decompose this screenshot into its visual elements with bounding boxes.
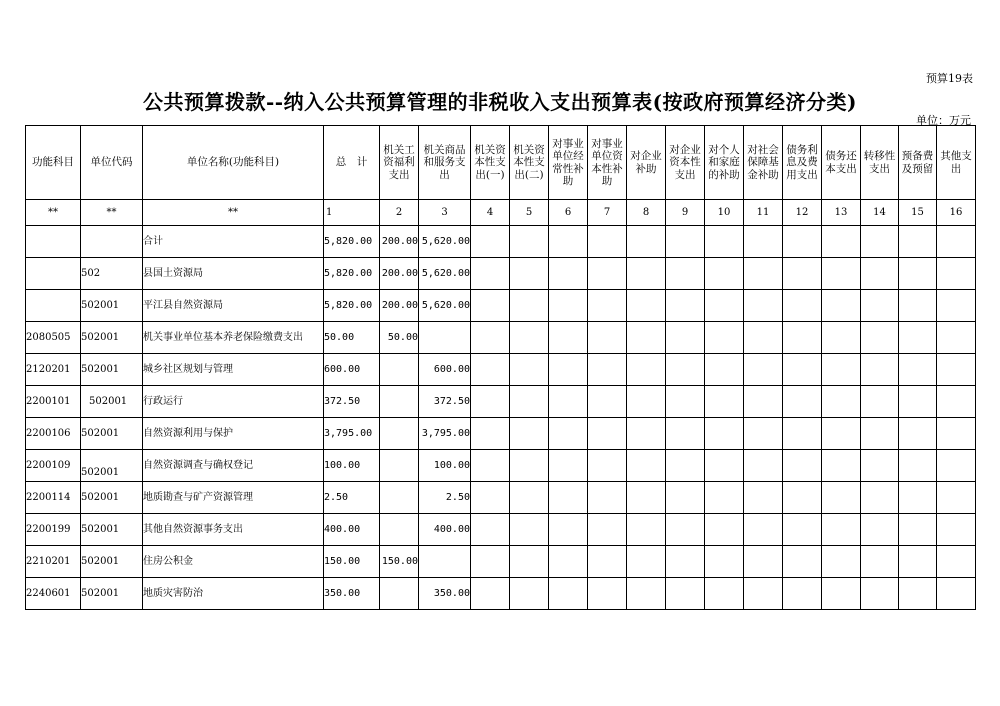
unit-code-text: 502001 bbox=[81, 587, 120, 599]
empty-cell bbox=[666, 322, 705, 354]
empty-cell bbox=[937, 546, 976, 578]
unit-name-cell: 机关事业单位基本养老保险缴费支出 bbox=[143, 322, 324, 354]
column-index: 9 bbox=[666, 200, 705, 226]
empty-cell bbox=[471, 386, 510, 418]
unit-name-cell: 平江县自然资源局 bbox=[143, 290, 324, 322]
empty-cell bbox=[744, 290, 783, 322]
empty-cell bbox=[899, 258, 937, 290]
salary-welfare-cell bbox=[380, 354, 419, 386]
empty-cell bbox=[783, 290, 822, 322]
goods-services-cell bbox=[419, 546, 471, 578]
empty-cell bbox=[666, 386, 705, 418]
empty-cell bbox=[744, 418, 783, 450]
empty-cell bbox=[783, 514, 822, 546]
empty-cell bbox=[510, 482, 549, 514]
goods-services-cell: 372.50 bbox=[419, 386, 471, 418]
empty-cell bbox=[549, 322, 588, 354]
goods-services-cell: 5,620.00 bbox=[419, 290, 471, 322]
column-header: 机关资本性支出(一) bbox=[471, 126, 510, 200]
unit-code-cell bbox=[81, 354, 143, 386]
empty-cell bbox=[899, 514, 937, 546]
column-index: 14 bbox=[861, 200, 899, 226]
total-cell: 2.50 bbox=[324, 482, 380, 514]
empty-cell bbox=[510, 386, 549, 418]
goods-services-cell: 600.00 bbox=[419, 354, 471, 386]
unit-code-text: 502001 bbox=[81, 363, 120, 375]
empty-cell bbox=[471, 546, 510, 578]
function-code-cell bbox=[26, 226, 81, 258]
unit-code-cell bbox=[81, 258, 143, 290]
empty-cell bbox=[588, 482, 627, 514]
empty-cell bbox=[471, 514, 510, 546]
empty-cell bbox=[705, 514, 744, 546]
unit-name-cell: 地质勘查与矿产资源管理 bbox=[143, 482, 324, 514]
empty-cell bbox=[744, 450, 783, 482]
salary-welfare-cell: 200.00 bbox=[380, 290, 419, 322]
empty-cell bbox=[937, 386, 976, 418]
salary-welfare-cell: 50.00 bbox=[380, 322, 419, 354]
empty-cell bbox=[666, 578, 705, 610]
empty-cell bbox=[666, 418, 705, 450]
table-row bbox=[26, 322, 976, 354]
unit-code-cell bbox=[81, 578, 143, 610]
column-index: ** bbox=[81, 200, 143, 226]
unit-code-text: 502 bbox=[81, 267, 101, 279]
column-header: 对个人和家庭的补助 bbox=[705, 126, 744, 200]
unit-code-cell bbox=[81, 546, 143, 578]
table-row bbox=[26, 226, 976, 258]
empty-cell bbox=[861, 418, 899, 450]
goods-services-cell: 350.00 bbox=[419, 578, 471, 610]
empty-cell bbox=[899, 450, 937, 482]
unit-code-text: 502001 bbox=[81, 427, 120, 439]
empty-cell bbox=[666, 546, 705, 578]
function-code-cell: 2200114 bbox=[26, 482, 81, 514]
empty-cell bbox=[783, 354, 822, 386]
empty-cell bbox=[471, 418, 510, 450]
empty-cell bbox=[588, 450, 627, 482]
empty-cell bbox=[937, 290, 976, 322]
unit-name-cell: 住房公积金 bbox=[143, 546, 324, 578]
empty-cell bbox=[937, 578, 976, 610]
empty-cell bbox=[471, 482, 510, 514]
empty-cell bbox=[666, 226, 705, 258]
goods-services-cell: 2.50 bbox=[419, 482, 471, 514]
unit-label: 单位：万元 bbox=[916, 114, 971, 127]
empty-cell bbox=[783, 226, 822, 258]
column-header: 机关工资福利支出 bbox=[380, 126, 419, 200]
function-code-cell: 2240601 bbox=[26, 578, 81, 610]
empty-cell bbox=[822, 226, 861, 258]
column-header: 债务还本支出 bbox=[822, 126, 861, 200]
empty-cell bbox=[783, 258, 822, 290]
column-index: 4 bbox=[471, 200, 510, 226]
empty-cell bbox=[627, 546, 666, 578]
function-code-cell: 2200101 bbox=[26, 386, 81, 418]
empty-cell bbox=[549, 226, 588, 258]
column-header: 对企业资本性支出 bbox=[666, 126, 705, 200]
column-header: 对事业单位资本性补助 bbox=[588, 126, 627, 200]
empty-cell bbox=[783, 578, 822, 610]
empty-cell bbox=[549, 290, 588, 322]
empty-cell bbox=[510, 450, 549, 482]
unit-code-cell bbox=[81, 482, 143, 514]
empty-cell bbox=[666, 290, 705, 322]
total-cell: 372.50 bbox=[324, 386, 380, 418]
table-row bbox=[26, 290, 976, 322]
empty-cell bbox=[822, 514, 861, 546]
empty-cell bbox=[822, 546, 861, 578]
column-index: 10 bbox=[705, 200, 744, 226]
column-index: 7 bbox=[588, 200, 627, 226]
unit-code-text: 502001 bbox=[81, 491, 120, 503]
empty-cell bbox=[471, 226, 510, 258]
empty-cell bbox=[666, 514, 705, 546]
column-index: 3 bbox=[419, 200, 471, 226]
empty-cell bbox=[666, 354, 705, 386]
unit-code-cell bbox=[81, 514, 143, 546]
column-header: 其他支出 bbox=[937, 126, 976, 200]
empty-cell bbox=[937, 514, 976, 546]
unit-name-cell: 行政运行 bbox=[143, 386, 324, 418]
table-row bbox=[26, 386, 976, 418]
goods-services-cell: 3,795.00 bbox=[419, 418, 471, 450]
empty-cell bbox=[822, 418, 861, 450]
empty-cell bbox=[899, 546, 937, 578]
unit-name-cell: 自然资源利用与保护 bbox=[143, 418, 324, 450]
salary-welfare-cell bbox=[380, 450, 419, 482]
salary-welfare-cell bbox=[380, 386, 419, 418]
empty-cell bbox=[471, 322, 510, 354]
column-header: 对企业补助 bbox=[627, 126, 666, 200]
empty-cell bbox=[588, 290, 627, 322]
empty-cell bbox=[861, 258, 899, 290]
empty-cell bbox=[627, 386, 666, 418]
empty-cell bbox=[861, 450, 899, 482]
empty-cell bbox=[783, 386, 822, 418]
empty-cell bbox=[744, 546, 783, 578]
table-row bbox=[26, 546, 976, 578]
empty-cell bbox=[588, 418, 627, 450]
goods-services-cell: 5,620.00 bbox=[419, 226, 471, 258]
empty-cell bbox=[510, 226, 549, 258]
empty-cell bbox=[744, 354, 783, 386]
empty-cell bbox=[627, 578, 666, 610]
empty-cell bbox=[861, 578, 899, 610]
column-index: 11 bbox=[744, 200, 783, 226]
header-row bbox=[26, 126, 976, 200]
empty-cell bbox=[705, 354, 744, 386]
empty-cell bbox=[471, 258, 510, 290]
function-code-cell: 2200106 bbox=[26, 418, 81, 450]
salary-welfare-cell: 150.00 bbox=[380, 546, 419, 578]
empty-cell bbox=[705, 258, 744, 290]
empty-cell bbox=[744, 322, 783, 354]
empty-cell bbox=[744, 226, 783, 258]
function-code-cell: 2120201 bbox=[26, 354, 81, 386]
table-row bbox=[26, 258, 976, 290]
empty-cell bbox=[783, 482, 822, 514]
table-row bbox=[26, 514, 976, 546]
goods-services-cell: 400.00 bbox=[419, 514, 471, 546]
total-cell: 5,820.00 bbox=[324, 226, 380, 258]
unit-code-text: 502001 bbox=[81, 523, 120, 535]
empty-cell bbox=[471, 354, 510, 386]
empty-cell bbox=[744, 578, 783, 610]
empty-cell bbox=[666, 258, 705, 290]
function-code-cell: 2200109 bbox=[26, 450, 81, 482]
column-index: 1 bbox=[324, 200, 380, 226]
empty-cell bbox=[861, 322, 899, 354]
unit-code-cell bbox=[81, 322, 143, 354]
empty-cell bbox=[549, 386, 588, 418]
function-code-cell bbox=[26, 258, 81, 290]
column-header: 机关商品和服务支出 bbox=[419, 126, 471, 200]
empty-cell bbox=[510, 322, 549, 354]
salary-welfare-cell bbox=[380, 482, 419, 514]
empty-cell bbox=[822, 482, 861, 514]
empty-cell bbox=[705, 418, 744, 450]
empty-cell bbox=[744, 386, 783, 418]
empty-cell bbox=[510, 418, 549, 450]
empty-cell bbox=[937, 482, 976, 514]
empty-cell bbox=[861, 226, 899, 258]
unit-code-text: 502001 bbox=[81, 331, 120, 343]
empty-cell bbox=[783, 450, 822, 482]
empty-cell bbox=[588, 546, 627, 578]
empty-cell bbox=[471, 450, 510, 482]
empty-cell bbox=[666, 482, 705, 514]
unit-code-text: 502001 bbox=[81, 555, 120, 567]
empty-cell bbox=[549, 546, 588, 578]
empty-cell bbox=[937, 354, 976, 386]
empty-cell bbox=[744, 258, 783, 290]
empty-cell bbox=[937, 418, 976, 450]
empty-cell bbox=[588, 258, 627, 290]
empty-cell bbox=[705, 546, 744, 578]
empty-cell bbox=[705, 450, 744, 482]
empty-cell bbox=[705, 482, 744, 514]
total-cell: 5,820.00 bbox=[324, 258, 380, 290]
empty-cell bbox=[549, 418, 588, 450]
column-index: 6 bbox=[549, 200, 588, 226]
function-code-cell bbox=[26, 290, 81, 322]
empty-cell bbox=[510, 546, 549, 578]
unit-code-text: 502001 bbox=[81, 466, 120, 478]
goods-services-cell bbox=[419, 322, 471, 354]
salary-welfare-cell: 200.00 bbox=[380, 226, 419, 258]
empty-cell bbox=[627, 226, 666, 258]
empty-cell bbox=[861, 514, 899, 546]
unit-code-cell bbox=[81, 290, 143, 322]
empty-cell bbox=[822, 354, 861, 386]
unit-name-cell: 城乡社区规划与管理 bbox=[143, 354, 324, 386]
total-cell: 350.00 bbox=[324, 578, 380, 610]
empty-cell bbox=[627, 258, 666, 290]
salary-welfare-cell bbox=[380, 418, 419, 450]
column-index: 13 bbox=[822, 200, 861, 226]
column-header: 对社会保障基金补助 bbox=[744, 126, 783, 200]
empty-cell bbox=[510, 258, 549, 290]
empty-cell bbox=[510, 578, 549, 610]
function-code-cell: 2080505 bbox=[26, 322, 81, 354]
empty-cell bbox=[471, 290, 510, 322]
column-header: 单位名称(功能科目) bbox=[143, 126, 324, 200]
salary-welfare-cell bbox=[380, 514, 419, 546]
empty-cell bbox=[861, 546, 899, 578]
empty-cell bbox=[783, 322, 822, 354]
empty-cell bbox=[627, 290, 666, 322]
empty-cell bbox=[627, 354, 666, 386]
empty-cell bbox=[705, 386, 744, 418]
total-cell: 5,820.00 bbox=[324, 290, 380, 322]
empty-cell bbox=[899, 322, 937, 354]
empty-cell bbox=[744, 514, 783, 546]
empty-cell bbox=[899, 482, 937, 514]
column-index: ** bbox=[143, 200, 324, 226]
column-header: 转移性支出 bbox=[861, 126, 899, 200]
empty-cell bbox=[822, 290, 861, 322]
empty-cell bbox=[899, 354, 937, 386]
empty-cell bbox=[822, 386, 861, 418]
empty-cell bbox=[822, 450, 861, 482]
empty-cell bbox=[627, 322, 666, 354]
empty-cell bbox=[588, 578, 627, 610]
empty-cell bbox=[899, 418, 937, 450]
empty-cell bbox=[549, 354, 588, 386]
empty-cell bbox=[588, 322, 627, 354]
empty-cell bbox=[937, 322, 976, 354]
total-cell: 50.00 bbox=[324, 322, 380, 354]
column-index: 15 bbox=[899, 200, 937, 226]
empty-cell bbox=[471, 578, 510, 610]
empty-cell bbox=[899, 386, 937, 418]
total-cell: 600.00 bbox=[324, 354, 380, 386]
table-row bbox=[26, 450, 976, 482]
column-index: ** bbox=[26, 200, 81, 226]
budget-table bbox=[25, 125, 976, 610]
empty-cell bbox=[627, 482, 666, 514]
unit-code-cell bbox=[81, 450, 143, 482]
empty-cell bbox=[549, 258, 588, 290]
goods-services-cell: 5,620.00 bbox=[419, 258, 471, 290]
empty-cell bbox=[627, 418, 666, 450]
empty-cell bbox=[861, 354, 899, 386]
empty-cell bbox=[783, 546, 822, 578]
empty-cell bbox=[549, 450, 588, 482]
total-cell: 100.00 bbox=[324, 450, 380, 482]
empty-cell bbox=[588, 514, 627, 546]
column-index: 12 bbox=[783, 200, 822, 226]
salary-welfare-cell bbox=[380, 578, 419, 610]
column-index: 2 bbox=[380, 200, 419, 226]
column-header: 单位代码 bbox=[81, 126, 143, 200]
empty-cell bbox=[627, 450, 666, 482]
empty-cell bbox=[744, 482, 783, 514]
table-row bbox=[26, 482, 976, 514]
table-row bbox=[26, 418, 976, 450]
total-cell: 150.00 bbox=[324, 546, 380, 578]
empty-cell bbox=[549, 578, 588, 610]
column-header: 对事业单位经常性补助 bbox=[549, 126, 588, 200]
function-code-cell: 2210201 bbox=[26, 546, 81, 578]
empty-cell bbox=[937, 450, 976, 482]
column-index: 8 bbox=[627, 200, 666, 226]
empty-cell bbox=[666, 450, 705, 482]
empty-cell bbox=[861, 290, 899, 322]
unit-name-cell: 县国土资源局 bbox=[143, 258, 324, 290]
empty-cell bbox=[822, 578, 861, 610]
unit-name-cell: 合计 bbox=[143, 226, 324, 258]
column-header: 债务利息及费用支出 bbox=[783, 126, 822, 200]
empty-cell bbox=[705, 226, 744, 258]
empty-cell bbox=[899, 226, 937, 258]
empty-cell bbox=[705, 290, 744, 322]
unit-name-cell: 自然资源调查与确权登记 bbox=[143, 450, 324, 482]
empty-cell bbox=[899, 290, 937, 322]
empty-cell bbox=[822, 258, 861, 290]
unit-name-cell: 地质灾害防治 bbox=[143, 578, 324, 610]
total-cell: 400.00 bbox=[324, 514, 380, 546]
goods-services-cell: 100.00 bbox=[419, 450, 471, 482]
empty-cell bbox=[549, 482, 588, 514]
empty-cell bbox=[510, 290, 549, 322]
empty-cell bbox=[822, 322, 861, 354]
unit-code-cell bbox=[81, 418, 143, 450]
unit-code-cell bbox=[81, 386, 143, 418]
page-title: 公共预算拨款--纳入公共预算管理的非税收入支出预算表(按政府预算经济分类) bbox=[142, 90, 858, 114]
empty-cell bbox=[899, 578, 937, 610]
empty-cell bbox=[705, 578, 744, 610]
empty-cell bbox=[937, 226, 976, 258]
column-index: 16 bbox=[937, 200, 976, 226]
empty-cell bbox=[705, 322, 744, 354]
unit-name-cell: 其他自然资源事务支出 bbox=[143, 514, 324, 546]
unit-code-text: 502001 bbox=[89, 395, 128, 407]
empty-cell bbox=[861, 482, 899, 514]
empty-cell bbox=[510, 514, 549, 546]
table-row bbox=[26, 578, 976, 610]
column-header: 预备费及预留 bbox=[899, 126, 937, 200]
empty-cell bbox=[510, 354, 549, 386]
empty-cell bbox=[549, 514, 588, 546]
total-cell: 3,795.00 bbox=[324, 418, 380, 450]
column-header: 功能科目 bbox=[26, 126, 81, 200]
column-index-row bbox=[26, 200, 976, 226]
unit-code-cell bbox=[81, 226, 143, 258]
empty-cell bbox=[783, 418, 822, 450]
table-row bbox=[26, 354, 976, 386]
empty-cell bbox=[627, 514, 666, 546]
empty-cell bbox=[861, 386, 899, 418]
empty-cell bbox=[588, 386, 627, 418]
salary-welfare-cell: 200.00 bbox=[380, 258, 419, 290]
column-header: 总 计 bbox=[324, 126, 380, 200]
unit-code-text: 502001 bbox=[81, 299, 120, 311]
empty-cell bbox=[588, 226, 627, 258]
column-header: 机关资本性支出(二) bbox=[510, 126, 549, 200]
form-number: 预算19表 bbox=[926, 72, 973, 85]
empty-cell bbox=[588, 354, 627, 386]
function-code-cell: 2200199 bbox=[26, 514, 81, 546]
empty-cell bbox=[937, 258, 976, 290]
column-index: 5 bbox=[510, 200, 549, 226]
